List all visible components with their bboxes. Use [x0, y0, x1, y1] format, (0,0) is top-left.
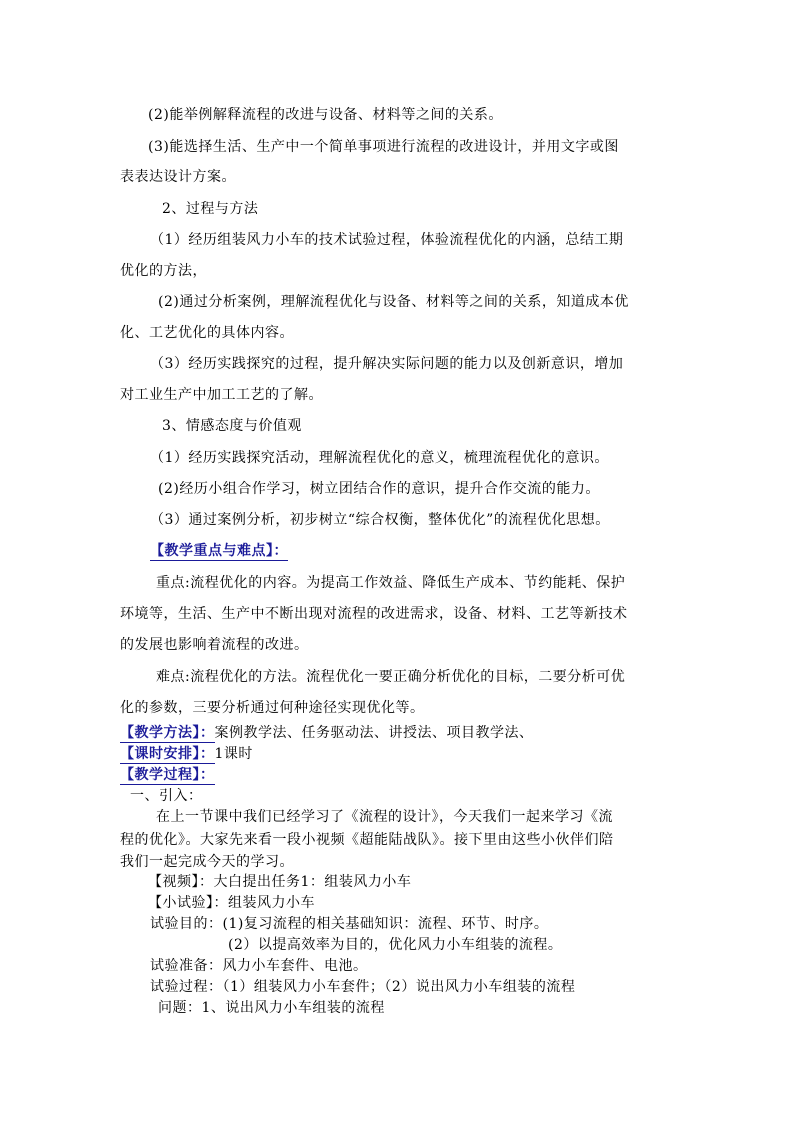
intro-line1: 在上一节课中我们已经学习了《流程的设计》，今天我们一起来学习《流 [156, 809, 613, 825]
schedule-line [120, 743, 253, 763]
process-item-2-line1: (2)通过分析案例，理解流程优化与设备、材料等之间的关系，知道成本优 [158, 294, 629, 310]
key-point-line3: 的发展也影响着流程的改进。 [120, 637, 309, 653]
objective-k2: (2)能举例解释流程的改进与设备、材料等之间的关系。 [148, 107, 503, 123]
intro-line2: 程的优化》。大家先来看一段小视频《超能陆战队》。接下里由这些小伙伴们陪 [120, 832, 614, 848]
schedule-heading: 【课时安排】： [120, 746, 215, 762]
emotion-item-1: （1）经历实践探究活动，理解流程优化的意义，梳理流程优化的意识。 [150, 450, 609, 466]
methods-line [120, 722, 534, 742]
process-item-1-line2: 优化的方法， [120, 263, 207, 279]
video-line: 【视频】：大白提出任务1：组装风力小车 [148, 874, 412, 890]
objective-k3-line2: 表表达设计方案。 [120, 169, 236, 185]
process-item-3-line1: （3）经历实践探究的过程，提升解决实际问题的能力以及创新意识，增加 [150, 356, 624, 372]
emotion-item-2: (2)经历小组合作学习，树立团结合作的意识，提升合作交流的能力。 [158, 481, 600, 497]
process-item-1-line1: （1）经历组装风力小车的技术试验过程，体验流程优化的内涵，总结工期 [150, 232, 624, 248]
question-line: 问题：1、说出风力小车组装的流程 [158, 1000, 385, 1016]
teaching-process-heading: 【教学过程】： [120, 767, 215, 783]
methods-heading: 【教学方法】： [120, 725, 215, 741]
schedule-text: 1课时 [214, 746, 253, 762]
difficulty-line1: 难点:流程优化的方法。流程优化一要正确分析优化的目标，二要分析可优 [156, 669, 626, 685]
experiment-line: 【小试验】：组装风力小车 [148, 895, 315, 911]
process-item-3-line2: 对工业生产中加工工艺的了解。 [120, 387, 323, 403]
emotion-heading: 3、情感态度与价值观 [162, 418, 302, 434]
steps-line: 试验过程：（1）组装风力小车套件；（2）说出风力小车组装的流程 [150, 979, 576, 995]
objective-k3-line1: (3)能选择生活、生产中一个简单事项进行流程的改进设计，并用文字或图 [148, 139, 619, 155]
prep-line: 试验准备：风力小车套件、电池。 [150, 958, 368, 974]
difficulty-line2: 化的参数，三要分析通过何种途径实现优化等。 [120, 700, 425, 716]
intro-line3: 我们一起完成今天的学习。 [120, 854, 294, 870]
emotion-item-3: （3）通过案例分析，初步树立“综合权衡，整体优化”的流程优化思想。 [150, 512, 610, 528]
process-method-heading: 2、过程与方法 [162, 201, 259, 217]
intro-heading: 一、引入： [130, 788, 203, 804]
key-point-line1: 重点:流程优化的内容。为提高工作效益、降低生产成本、节约能耗、保护 [156, 575, 626, 591]
purpose-line1: 试验目的：(1)复习流程的相关基础知识：流程、环节、时序。 [150, 916, 549, 932]
methods-text: 案例教学法、任务驱动法、讲授法、项目教学法、 [214, 725, 534, 741]
key-point-line2: 环境等，生活、生产中不断出现对流程的改进需求，设备、材料、工艺等新技术 [120, 606, 628, 622]
purpose-line2: (2）以提高效率为目的，优化风力小车组装的流程。 [228, 937, 563, 953]
key-points-heading: 【教学重点与难点】： [150, 543, 288, 559]
process-item-2-line2: 化、工艺优化的具体内容。 [120, 325, 294, 341]
